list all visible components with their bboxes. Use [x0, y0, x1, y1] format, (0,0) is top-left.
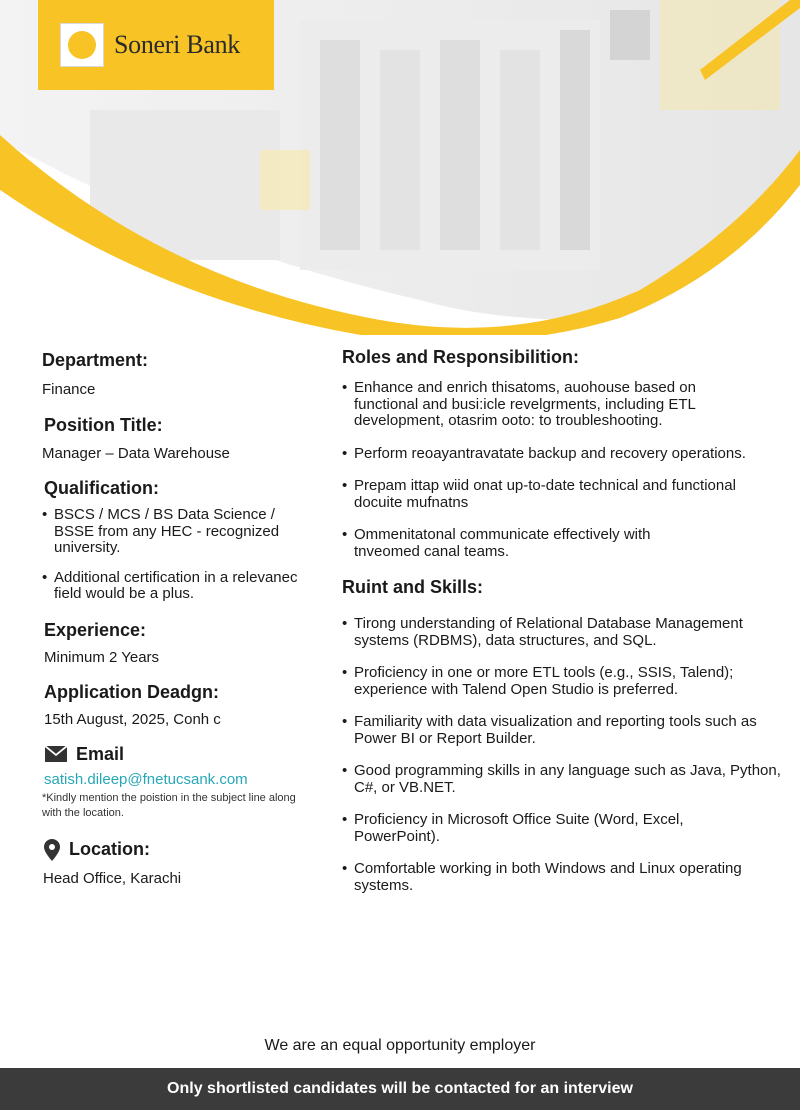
- roles-list: [342, 380, 762, 560]
- skills-item: • Tirong understanding of Relational Database Management systems (RDBMS), data structures, and SQL.: [342, 616, 790, 649]
- skills-item: • Familiarity with data visualization and reporting tools such as Power BI or Report Builder.: [342, 714, 794, 747]
- location-value: Head Office, Karachi: [43, 869, 182, 887]
- skills-list: [342, 616, 790, 894]
- email-heading: Email: [76, 743, 125, 764]
- skills-item: • Good programming skills in any language such as Java, Python, C#, or VB.NET.: [342, 763, 784, 796]
- position-heading: Position Title:: [44, 415, 163, 435]
- roles-item: • Perform reoayantravatate backup and recovery operations.: [342, 446, 799, 463]
- hero-banner: [0, 0, 800, 335]
- location-heading: Location:: [69, 839, 150, 859]
- skills-item: • Proficiency in Microsoft Office Suite (Word, Excel, PowerPoint).: [342, 812, 744, 845]
- right-column: [342, 347, 792, 894]
- deadline-value: 15th August, 2025, Conh c: [44, 710, 221, 728]
- experience-value: Minimum 2 Years: [44, 648, 160, 666]
- department-value: Finance: [42, 381, 96, 398]
- department-heading: Department:: [42, 350, 149, 370]
- skills-item: • Comfortable working in both Windows and Linux operating systems.: [342, 861, 799, 894]
- email-header: [45, 744, 327, 765]
- roles-item: • Prepam ittap wiid onat up-to-date technical and functional docuite mufnatns: [342, 478, 762, 511]
- qualification-item: • Additional certification in a relevanec field would be a plus.: [42, 570, 322, 603]
- email-note: *Kindly mention the poistion in the subject line along with the location.: [42, 791, 296, 819]
- left-column: [42, 350, 327, 887]
- deadline-heading: Application Deadgn:: [44, 681, 219, 702]
- logo-box: [38, 0, 274, 90]
- roles-item: • Ommenitatonal communicate effectively with tnveomed canal teams.: [342, 527, 704, 560]
- map-pin-icon: [44, 839, 60, 861]
- email-address[interactable]: satish.dileep@fnetucsank.com: [44, 770, 248, 788]
- shortlist-text: Only shortlisted candidates will be contacted for an interview: [167, 1080, 633, 1097]
- shortlist-banner: [0, 1068, 800, 1110]
- qualification-list: [42, 507, 312, 603]
- skills-heading: Ruint and Skills:: [342, 577, 484, 597]
- qualification-heading: Qualification:: [44, 478, 160, 498]
- qualification-item: • BSCS / MCS / BS Data Science / BSSE from any HEC - recognized university.: [42, 507, 312, 557]
- roles-item: • Enhance and enrich thisatoms, auohouse based on functional and busi:icle revelgrments, including ETL development, otasrim ooto: to troubleshooting.: [342, 380, 762, 430]
- bank-logo-icon: [60, 23, 104, 67]
- experience-heading: Experience:: [44, 619, 147, 640]
- position-value: Manager – Data Warehouse: [42, 445, 230, 462]
- envelope-icon: [45, 746, 67, 762]
- location-header: [44, 839, 327, 861]
- bank-name: Soneri Bank: [114, 30, 240, 59]
- skills-item: • Proficiency in one or more ETL tools (e.g., SSIS, Talend); experience with Talend Open Studio is preferred.: [342, 665, 790, 698]
- equal-opportunity-text: We are an equal opportunity employer: [264, 1037, 536, 1054]
- roles-heading: Roles and Responsibilition:: [342, 347, 580, 367]
